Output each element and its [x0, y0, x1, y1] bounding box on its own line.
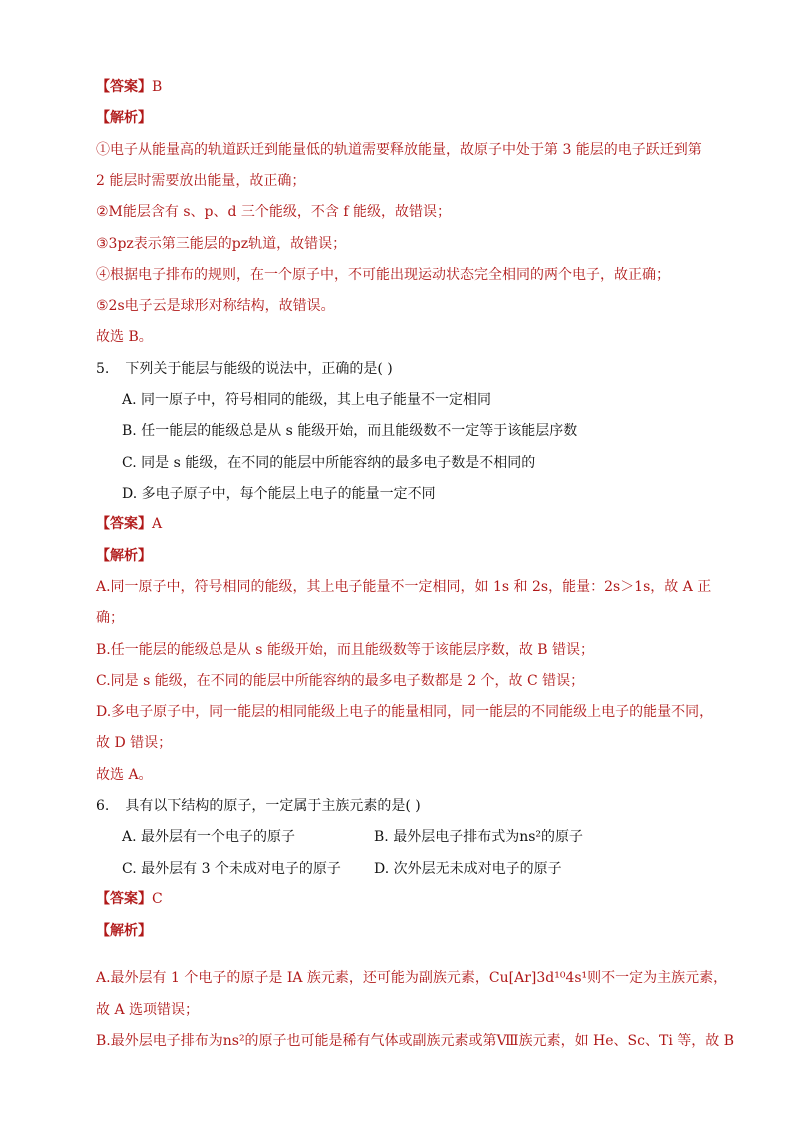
answer-value: B — [152, 79, 163, 95]
q4-analysis-line: ⑤2s电子云是球形对称结构，故错误。 — [96, 298, 335, 314]
q5-stem — [96, 360, 393, 378]
question-stem: 具有以下结构的原子，一定属于主族元素的是( ) — [125, 798, 421, 814]
q4-analysis-line: ②M能层含有 s、p、d 三个能级，不含 f 能级，故错误； — [96, 204, 451, 220]
q5-option-d: D. 多电子原子中，每个能层上电子的能量一定不同 — [122, 486, 436, 502]
q5-analysis-line: B.任一能层的能级总是从 s 能级开始，而且能级数等于该能层序数，故 B 错误； — [96, 642, 595, 658]
q4-analysis-line: 故选 B。 — [96, 329, 153, 345]
q5-analysis-line: 故 D 错误； — [96, 735, 173, 751]
q5-option-b: B. 任一能层的能级总是从 s 能级开始，而且能级数不一定等于该能层序数 — [122, 423, 578, 439]
q6-analysis-line: B.最外层电子排布为ns²的原子也可能是稀有气体或副族元素或第Ⅷ族元素，如 He、Sc、Ti 等，故 B — [96, 1033, 734, 1049]
q6-answer — [96, 890, 163, 908]
question-number: 5. — [96, 361, 110, 377]
question-number: 6. — [96, 798, 110, 814]
answer-label: 【答案】 — [96, 79, 152, 95]
q4-analysis-line: ①电子从能量高的轨道跃迁到能量低的轨道需要释放能量，故原子中处于第 3 能层的电子跃迁到第 — [96, 142, 702, 158]
q4-analysis-label: 【解析】 — [96, 110, 152, 126]
q5-option-a: A. 同一原子中，符号相同的能级，其上电子能量不一定相同 — [122, 392, 492, 408]
q6-stem — [96, 797, 421, 815]
q5-analysis-line: C.同是 s 能级，在不同的能层中所能容纳的最多电子数都是 2 个，故 C 错误； — [96, 673, 585, 689]
q5-analysis-line: 故选 A。 — [96, 767, 153, 783]
q5-analysis-line: A.同一原子中，符号相同的能级，其上电子能量不一定相同，如 1s 和 2s，能量：2s＞1s，故 A 正 — [96, 579, 712, 595]
q5-analysis-line: D.多电子原子中，同一能层的相同能级上电子的能量相同，同一能层的不同能级上电子的能量不同， — [96, 704, 714, 720]
q5-analysis-line: 确； — [96, 610, 124, 626]
answer-value: C — [152, 891, 163, 907]
q6-option-c: C. 最外层有 3 个未成对电子的原子 — [122, 861, 341, 877]
q4-analysis-line: 2 能层时需要放出能量，故正确； — [96, 173, 306, 189]
answer-label: 【答案】 — [96, 516, 152, 532]
q6-analysis-line: A.最外层有 1 个电子的原子是 IA 族元素，还可能为副族元素，Cu[Ar]3d¹⁰4s¹则不一定为主族元素， — [96, 970, 728, 986]
answer-label: 【答案】 — [96, 891, 152, 907]
q5-option-c: C. 同是 s 能级，在不同的能层中所能容纳的最多电子数是不相同的 — [122, 455, 536, 471]
q4-analysis-line: ③3pz表示第三能层的pz轨道，故错误； — [96, 236, 347, 252]
q6-option-d: D. 次外层无未成对电子的原子 — [374, 861, 562, 877]
question-stem: 下列关于能层与能级的说法中，正确的是( ) — [125, 361, 393, 377]
q4-analysis-line: ④根据电子排布的规则，在一个原子中，不可能出现运动状态完全相同的两个电子，故正确； — [96, 267, 670, 283]
q6-analysis-label: 【解析】 — [96, 923, 152, 939]
answer-value: A — [152, 516, 163, 532]
q5-answer — [96, 515, 162, 533]
q4-answer — [96, 78, 162, 96]
q6-analysis-line: 故 A 选项错误； — [96, 1002, 200, 1018]
q5-analysis-label: 【解析】 — [96, 548, 152, 564]
q6-option-a: A. 最外层有一个电子的原子 — [122, 829, 296, 845]
q6-option-b: B. 最外层电子排布式为ns²的原子 — [374, 829, 584, 845]
